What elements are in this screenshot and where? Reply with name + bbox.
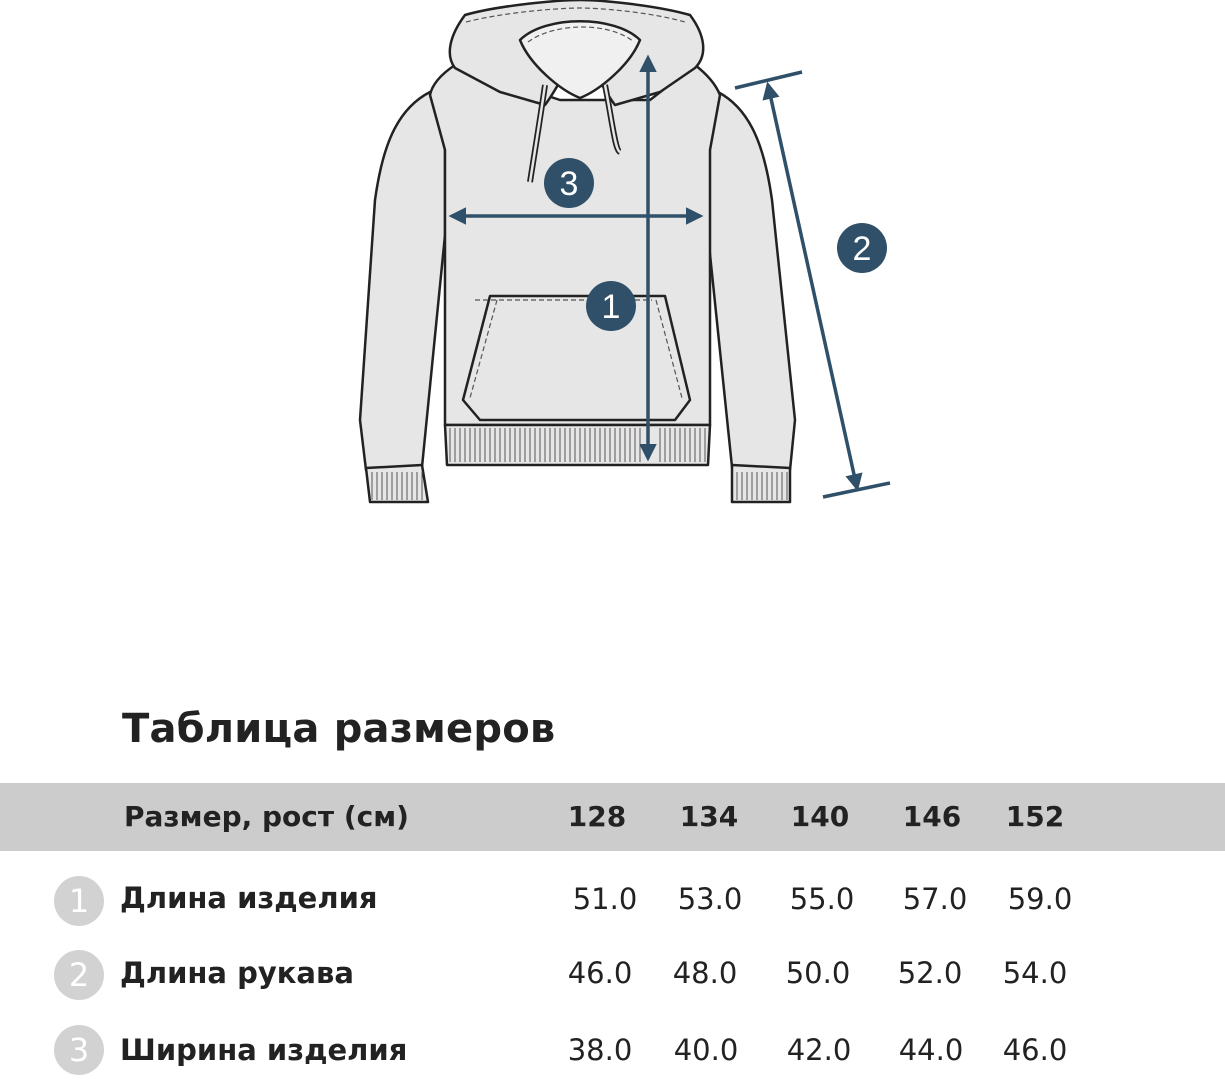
row-badge-1: 1 [54, 876, 104, 926]
hoodie-illustration [360, 0, 795, 502]
page-title: Таблица размеров [122, 706, 556, 752]
marker-3 [544, 158, 594, 208]
table-cell: 57.0 [902, 882, 968, 916]
row-badge-2: 2 [54, 950, 104, 1000]
row-label-sleeve-length: Длина рукава [120, 956, 354, 990]
table-cell: 50.0 [785, 956, 851, 990]
row-label-body-length: Длина изделия [120, 881, 378, 915]
table-cell: 55.0 [789, 882, 855, 916]
size-header-146: 146 [902, 800, 962, 833]
marker-1 [586, 281, 636, 331]
table-cell: 38.0 [567, 1033, 633, 1067]
size-header-134: 134 [679, 800, 739, 833]
table-cell: 59.0 [1007, 882, 1073, 916]
table-cell: 44.0 [898, 1033, 964, 1067]
table-cell: 53.0 [677, 882, 743, 916]
table-cell: 42.0 [786, 1033, 852, 1067]
size-header-128: 128 [567, 800, 627, 833]
row-badge-3: 3 [54, 1025, 104, 1075]
size-header-152: 152 [1005, 800, 1065, 833]
marker-2 [837, 223, 887, 273]
table-cell: 51.0 [572, 882, 638, 916]
marker-2-number: 2 [852, 230, 872, 268]
marker-1-number: 1 [601, 288, 621, 326]
table-cell: 46.0 [1002, 1033, 1068, 1067]
row-label-body-width: Ширина изделия [120, 1033, 408, 1067]
table-cell: 40.0 [673, 1033, 739, 1067]
table-cell: 46.0 [567, 956, 633, 990]
table-cell: 54.0 [1002, 956, 1068, 990]
size-header-140: 140 [790, 800, 850, 833]
table-header-label: Размер, рост (см) [124, 800, 409, 833]
table-cell: 48.0 [672, 956, 738, 990]
marker-3-number: 3 [559, 165, 579, 203]
table-cell: 52.0 [897, 956, 963, 990]
